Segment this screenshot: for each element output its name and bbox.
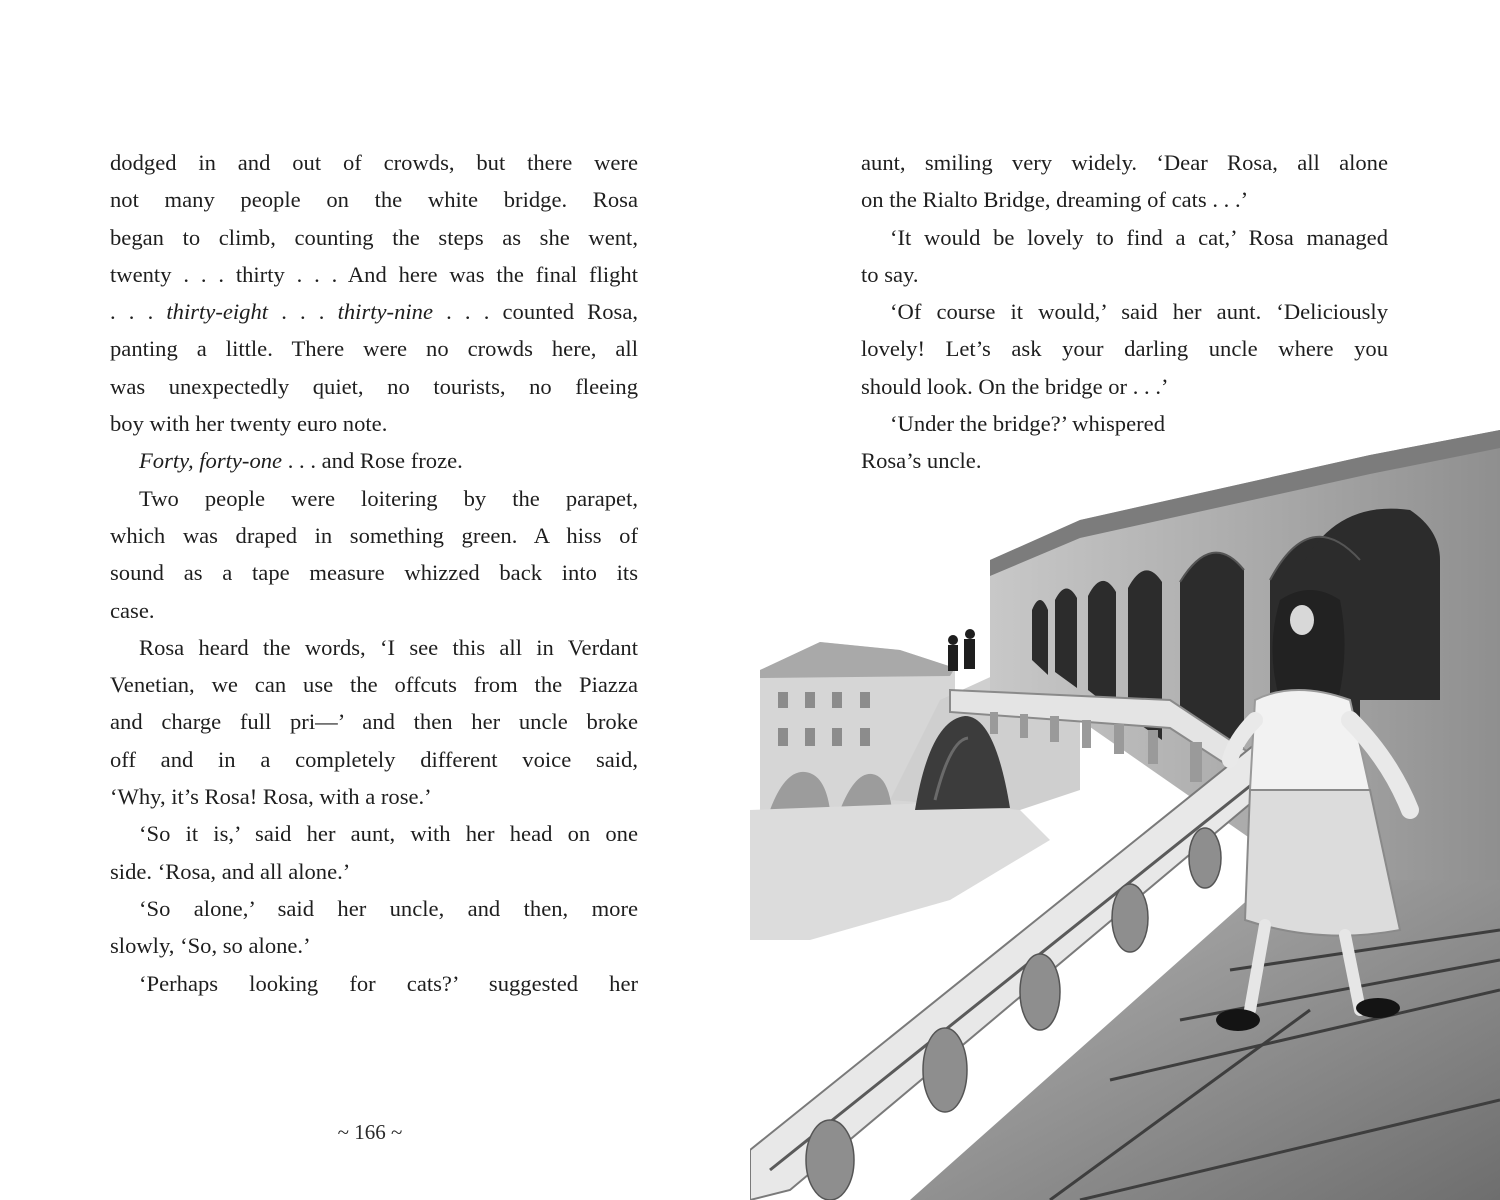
italic-run: Forty, forty-one [139,448,283,474]
text-line: slowly, ‘So, so alone.’ [110,933,311,959]
text-line: began to climb, counting the steps as she went, [110,224,638,250]
text-line: boy with her twenty euro note. [110,411,388,437]
text-line: side. ‘Rosa, and all alone.’ [110,858,351,884]
distant-figures [948,629,975,671]
italic-run: thirty-eight [166,299,269,325]
text-line: lovely! Let’s ask your darling uncle where you [861,336,1388,362]
text-line [110,293,638,330]
canal-water [750,800,1050,940]
text-run: . . . and Rose froze. [282,448,463,474]
text-line: ‘Of course it would,’ said her aunt. ‘Deliciously [890,299,1388,325]
text-line: Rosa heard the words, ‘I see this all in Verdant [139,634,638,660]
text-line: Venetian, we can use the offcuts from the Piazza [110,672,638,698]
arcade-building [990,430,1500,950]
text-line: case. [110,597,155,623]
text-line: Two people were loitering by the parapet, [139,485,638,511]
text-line: was unexpectedly quiet, no tourists, no fleeing [110,373,638,399]
text-line: panting a little. There were no crowds here, all [110,336,638,362]
text-line [110,442,638,479]
text-line: which was draped in something green. A hiss of [110,522,638,548]
text-line: twenty . . . thirty . . . And here was the final flight [110,261,638,287]
stone-stairs [910,880,1500,1200]
text-line: dodged in and out of crowds, but there were [110,150,638,175]
text-line: ‘Why, it’s Rosa! Rosa, with a rose.’ [110,784,432,810]
italic-run: thirty-nine [337,299,433,325]
text-line: to say. [861,261,919,287]
text-line: ‘So alone,’ said her uncle, and then, more [139,895,638,921]
text-run: . . . [268,299,338,325]
text-line: and charge full pri—’ and then her uncle broke [110,709,638,735]
text-line: on the Rialto Bridge, dreaming of cats . . .’ [861,187,1249,213]
text-run: . . . counted Rosa, [432,299,639,325]
text-line: Rosa’s uncle. [861,448,982,474]
left-page-text [110,144,638,1002]
text-line: ‘Perhaps looking for cats?’ suggested her [139,970,638,996]
text-line: ‘It would be lovely to find a cat,’ Rosa managed [890,224,1388,250]
page-number: ~ 166 ~ [337,1120,403,1144]
text-line: should look. On the bridge or . . .’ [861,373,1169,399]
text-run: . . . [110,299,167,325]
right-page-text [861,144,1388,480]
text-line: aunt, smiling very widely. ‘Dear Rosa, all alone [861,150,1388,175]
text-line: off and in a completely different voice said, [110,746,638,772]
right-page [750,0,1500,1200]
text-line: ‘So it is,’ said her aunt, with her head on one [139,821,638,847]
text-line: ‘Under the bridge?’ whispered [890,411,1165,437]
text-line: not many people on the white bridge. Rosa [110,187,638,213]
text-line: sound as a tape measure whizzed back into its [110,560,638,586]
